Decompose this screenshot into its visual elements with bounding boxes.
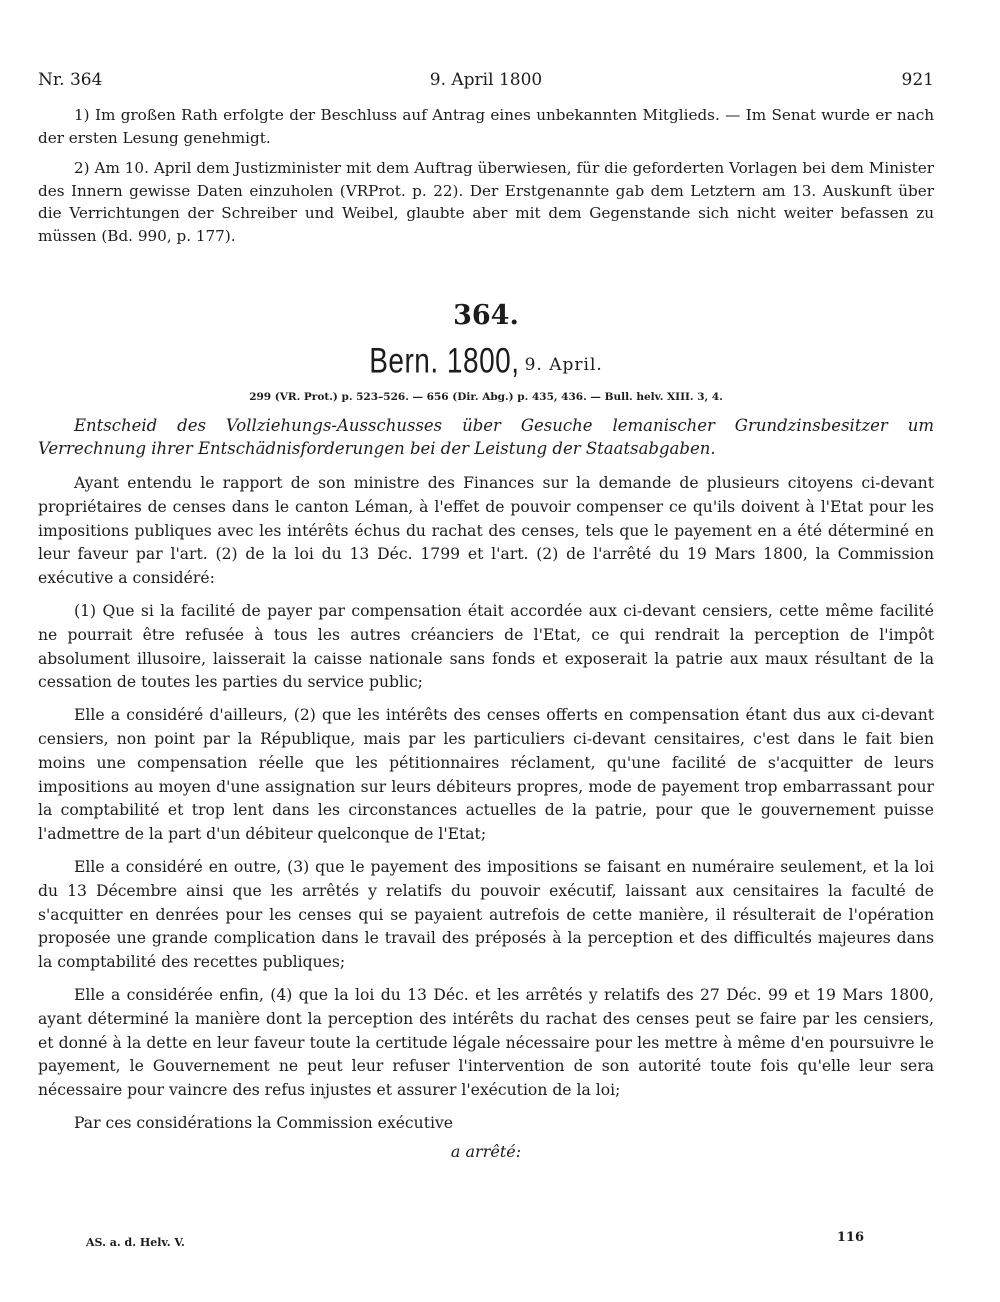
paragraph-1: Ayant entendu le rapport de son ministre des Finances sur la demande de plusieurs citoyens ci-devant propriétaires de censes dans le canton Léman, à l'effet de pouvoir compenser ce qu'ils doivent à l'Etat pour les impositions publiques avec les intérêts échus du rachat des censes, tels que le payement en a été déterminé en leur faveur par l'art. (2) de la loi du 13 Déc. 1799 et l'art. (2) de l'arrêté du 19 Mars 1800, la Commission exécutive a considéré: [38, 474, 934, 588]
signature-mark: AS. a. d. Helv. V. [86, 1236, 185, 1249]
paragraph-5: Elle a considérée enfin, (4) que la loi du 13 Déc. et les arrêtés y relatifs des 27 Déc. 99 et 19 Mars 1800, ayant déterminé la manière dont la perception des intérêts du rachat des censes peut se faire par les censiers, et donné à la dette en leur faveur toute la certitude légale nécessaire pour les mettre à même d'en poursuivre le payement, le Gouvernement ne peut leur refuser l'intervention de son autorité toute fois qu'elle leur sera nécessaire pour vaincre des refus injustes et assurer l'exécution de la loi; [38, 985, 934, 1100]
date-header: 9. April 1800 [429, 70, 543, 90]
decree-heading: a arrêté: [450, 1141, 522, 1161]
regest-summary: Entscheid des Vollziehungs-Ausschusses über Gesuche lemanischer Grundzinsbesitzer um Verrechnung ihrer Entschädnisforderungen bei der Leistung der Staatsabgaben. [38, 416, 934, 458]
document-number-header: Nr. 364 [38, 70, 103, 90]
sheet-number: 116 [836, 1230, 864, 1245]
page-footer [38, 1230, 934, 1254]
source-references: 299 (VR. Prot.) p. 523–526. — 656 (Dir. Abg.) p. 435, 436. — Bull. helv. XIII. 3, 4. [249, 391, 723, 403]
document-number: 364. [453, 300, 519, 331]
document-date: 9. April. [524, 355, 603, 375]
dateline [38, 343, 934, 379]
footnote-2: 2) Am 10. April dem Justizminister mit dem Auftrag überwiesen, für die geforderten Vorlagen bei dem Minister des Innern gewisse Daten einzuholen (VRProt. p. 22). Der Erstgenannte gab dem Letztern am 13. Auskunft über die Verrichtungen der Schreiber und Weibel, glaubte aber mit dem Gegenstande sich nicht weiter befassen zu müssen (Bd. 990, p. 177). [38, 159, 934, 245]
paragraph-2: (1) Que si la facilité de payer par compensation était accordée aux ci-devant censiers, cette même facilité ne pourrait être refusée à tous les autres créanciers de l'Etat, ce qui rendrait la perception de l'impôt absolument illusoire, laisserait la caisse nationale sans fonds et exposerait la patrie aux maux résultant de la cessation de toutes les parties du service public; [38, 601, 934, 692]
paragraph-3: Elle a considéré d'ailleurs, (2) que les intérêts des censes offerts en compensation étant dus aux ci-devant censiers, non point par la République, mais par les particuliers ci-devant censitaires, c'est dans le fait bien moins une compensation réelle que les pétitionnaires réclament, qu'une facilité de s'acquitter de leurs impositions au moyen d'une assignation sur leurs débiteurs propres, mode de payement trop embarrassant pour la comptabilité et trop lent dans les circonstances actuelles de la patrie, pour que le gouvernement puisse l'admettre de la part d'un débiteur quelconque de l'Etat; [38, 706, 934, 844]
paragraph-4: Elle a considéré en outre, (3) que le payement des impositions se faisant en numéraire seulement, et la loi du 13 Décembre ainsi que les arrêtés y relatifs du pouvoir exécutif, laissant aux censitaires la faculté de s'acquitter en denrées pour les censes qui se payaient autrefois de cette manière, il résulterait de l'opération proposée une grande complication dans le travail des préposés à la perception et des difficultés majeures dans la comptabilité des recettes publiques; [38, 857, 934, 972]
place-year: Bern. 1800, [369, 341, 520, 380]
running-head [38, 60, 934, 96]
page-number: 921 [901, 70, 934, 90]
page [38, 60, 934, 1290]
footnote-1: 1) Im großen Rath erfolgte der Beschluss auf Antrag eines unbekannten Mitglieds. — Im Senat wurde er nach der ersten Lesung genehmigt. [38, 106, 934, 147]
paragraph-6: Par ces considérations la Commission exécutive [74, 1113, 454, 1132]
